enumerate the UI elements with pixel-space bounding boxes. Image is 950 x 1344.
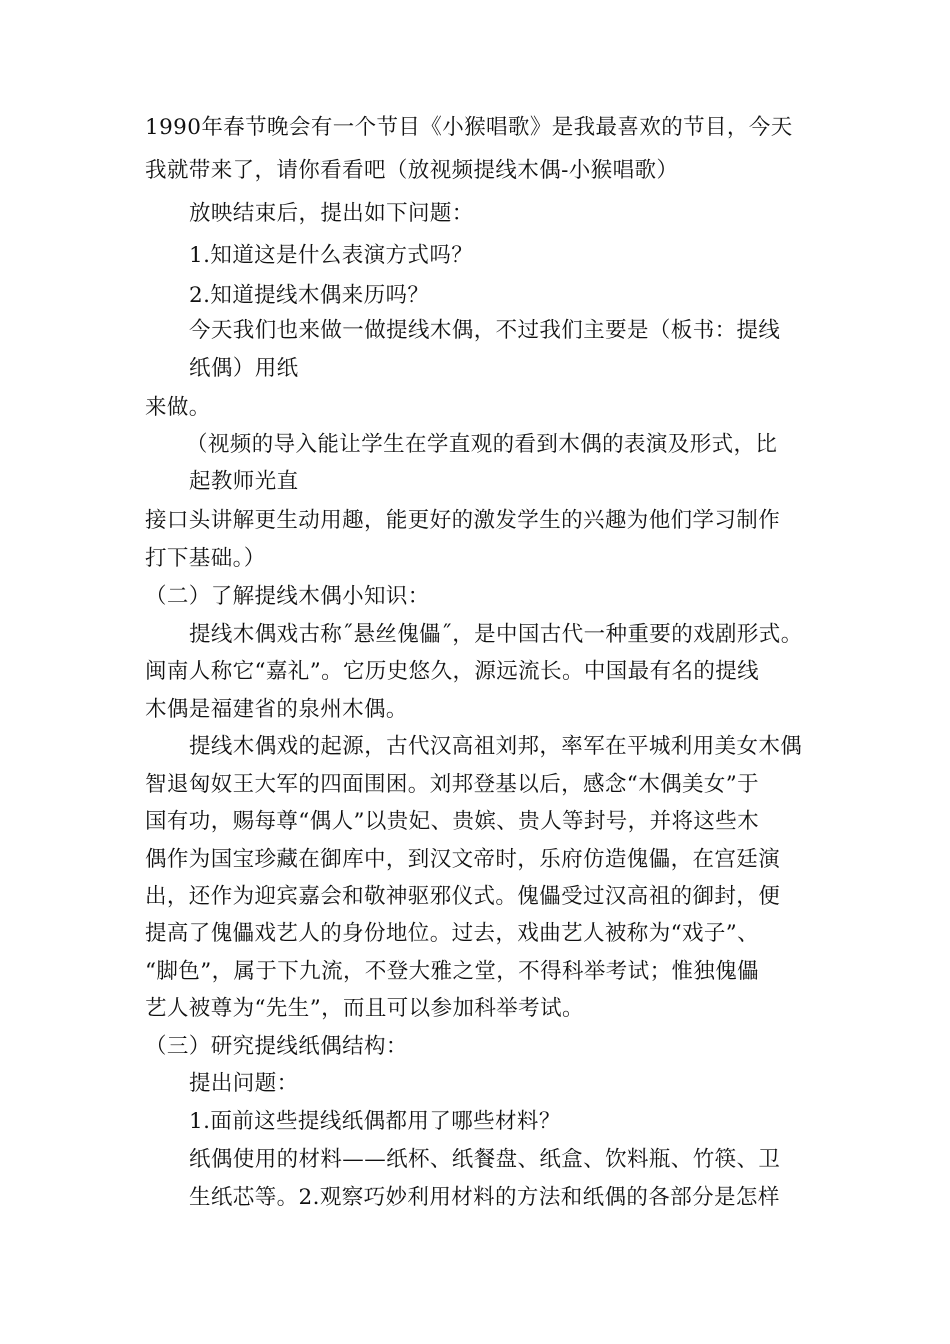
text-line: 来做。 <box>145 395 211 420</box>
text-line: 出，还作为迎宾嘉会和敬神驱邪仪式。傀儡受过汉高祖的御封，便 <box>145 884 781 909</box>
text-line: 艺人被尊为“先生”，而且可以参加科举考试。 <box>145 996 584 1021</box>
text-line: 1.知道这是什么表演方式吗？ <box>189 243 474 268</box>
text-line: 1990年春节晚会有一个节目《小猴唱歌》是我最喜欢的节目，今天 <box>145 115 793 140</box>
text-line: 纸偶）用纸 <box>189 356 299 381</box>
text-line: 国有功，赐每尊“偶人”以贵妃、贵嫔、贵人等封号，并将这些木 <box>145 809 760 834</box>
text-line: 放映结束后，提出如下问题： <box>189 201 474 226</box>
text-line: 我就带来了，请你看看吧（放视频提线木偶-小猴唱歌） <box>145 158 679 183</box>
section-heading: （三）研究提线纸偶结构： <box>145 1034 408 1059</box>
text-line: “脚色”，属于下九流，不登大雅之堂，不得科举考试；惟独傀儡 <box>145 959 760 984</box>
text-line: 起教师光直 <box>189 469 299 494</box>
text-line: 提高了傀儡戏艺人的身份地位。过去，戏曲艺人被称为“戏子”、 <box>145 921 760 946</box>
text-line: 提线木偶戏的起源，古代汉高祖刘邦，率军在平城利用美女木偶 <box>189 734 803 759</box>
text-line: 2.知道提线木偶来历吗？ <box>189 283 430 308</box>
text-line: 生纸芯等。2.观察巧妙利用材料的方法和纸偶的各部分是怎样 <box>189 1185 780 1210</box>
text-line: 闽南人称它“嘉礼”。它历史悠久，源远流长。中国最有名的提线 <box>145 659 760 684</box>
text-line: 智退匈奴王大军的四面围困。刘邦登基以后，感念“木偶美女”于 <box>145 772 760 797</box>
text-line: 1.面前这些提线纸偶都用了哪些材料？ <box>189 1109 561 1134</box>
text-line: （视频的导入能让学生在学直观的看到木偶的表演及形式，比 <box>186 432 778 457</box>
text-line: 木偶是福建省的泉州木偶。 <box>145 697 408 722</box>
text-line: 今天我们也来做一做提线木偶，不过我们主要是（板书：提线 <box>189 318 781 343</box>
text-line: 提线木偶戏古称˝悬丝傀儡˝，是中国古代一种重要的戏剧形式。 <box>189 622 803 647</box>
text-line: 纸偶使用的材料——纸杯、纸餐盘、纸盒、饮料瓶、竹筷、卫 <box>189 1147 781 1172</box>
section-heading: （二）了解提线木偶小知识： <box>145 584 430 609</box>
text-line: 偶作为国宝珍藏在御库中，到汉文帝时，乐府仿造傀儡，在宫廷演 <box>145 847 781 872</box>
text-line: 提出问题： <box>189 1071 299 1096</box>
text-line: 接口头讲解更生动用趣，能更好的激发学生的兴趣为他们学习制作 <box>145 508 781 533</box>
text-line: 打下基础。） <box>145 546 266 571</box>
